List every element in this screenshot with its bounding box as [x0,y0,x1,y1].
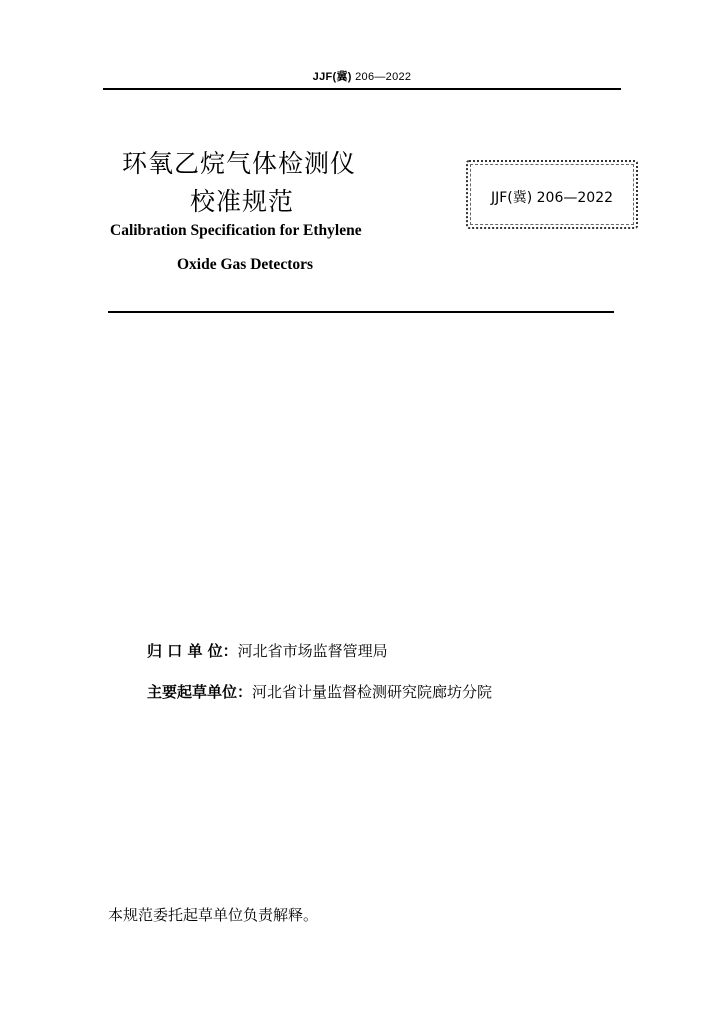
interpretation-note: 本规范委托起草单位负责解释。 [108,906,319,924]
title-english-line-2: Oxide Gas Detectors [177,256,314,273]
title-english-line-1: Calibration Specification for Ethylene [110,222,362,239]
drafting-unit-row [147,681,492,702]
title-chinese-line-2: 校准规范 [190,187,295,216]
title-rule [108,311,614,313]
spec-code-box-text: JJF(冀) 206—2022 [490,190,614,206]
title-chinese-line-1: 环氧乙烷气体检测仪 [122,149,357,178]
header-spec-code [0,68,724,84]
centralized-unit-row [147,640,388,661]
header-rule [103,88,621,90]
header-spec-code-prefix: JJF(冀) [312,71,352,83]
drafting-unit-label: 主要起草单位： [147,683,253,701]
drafting-unit-value: 河北省计量监督检测研究院廊坊分院 [252,683,493,701]
centralized-unit-label: 归 口 单 位： [147,642,238,660]
header-spec-code-number: 206—2022 [351,71,412,83]
spec-code-box [466,160,638,229]
centralized-unit-value: 河北省市场监督管理局 [237,642,388,660]
